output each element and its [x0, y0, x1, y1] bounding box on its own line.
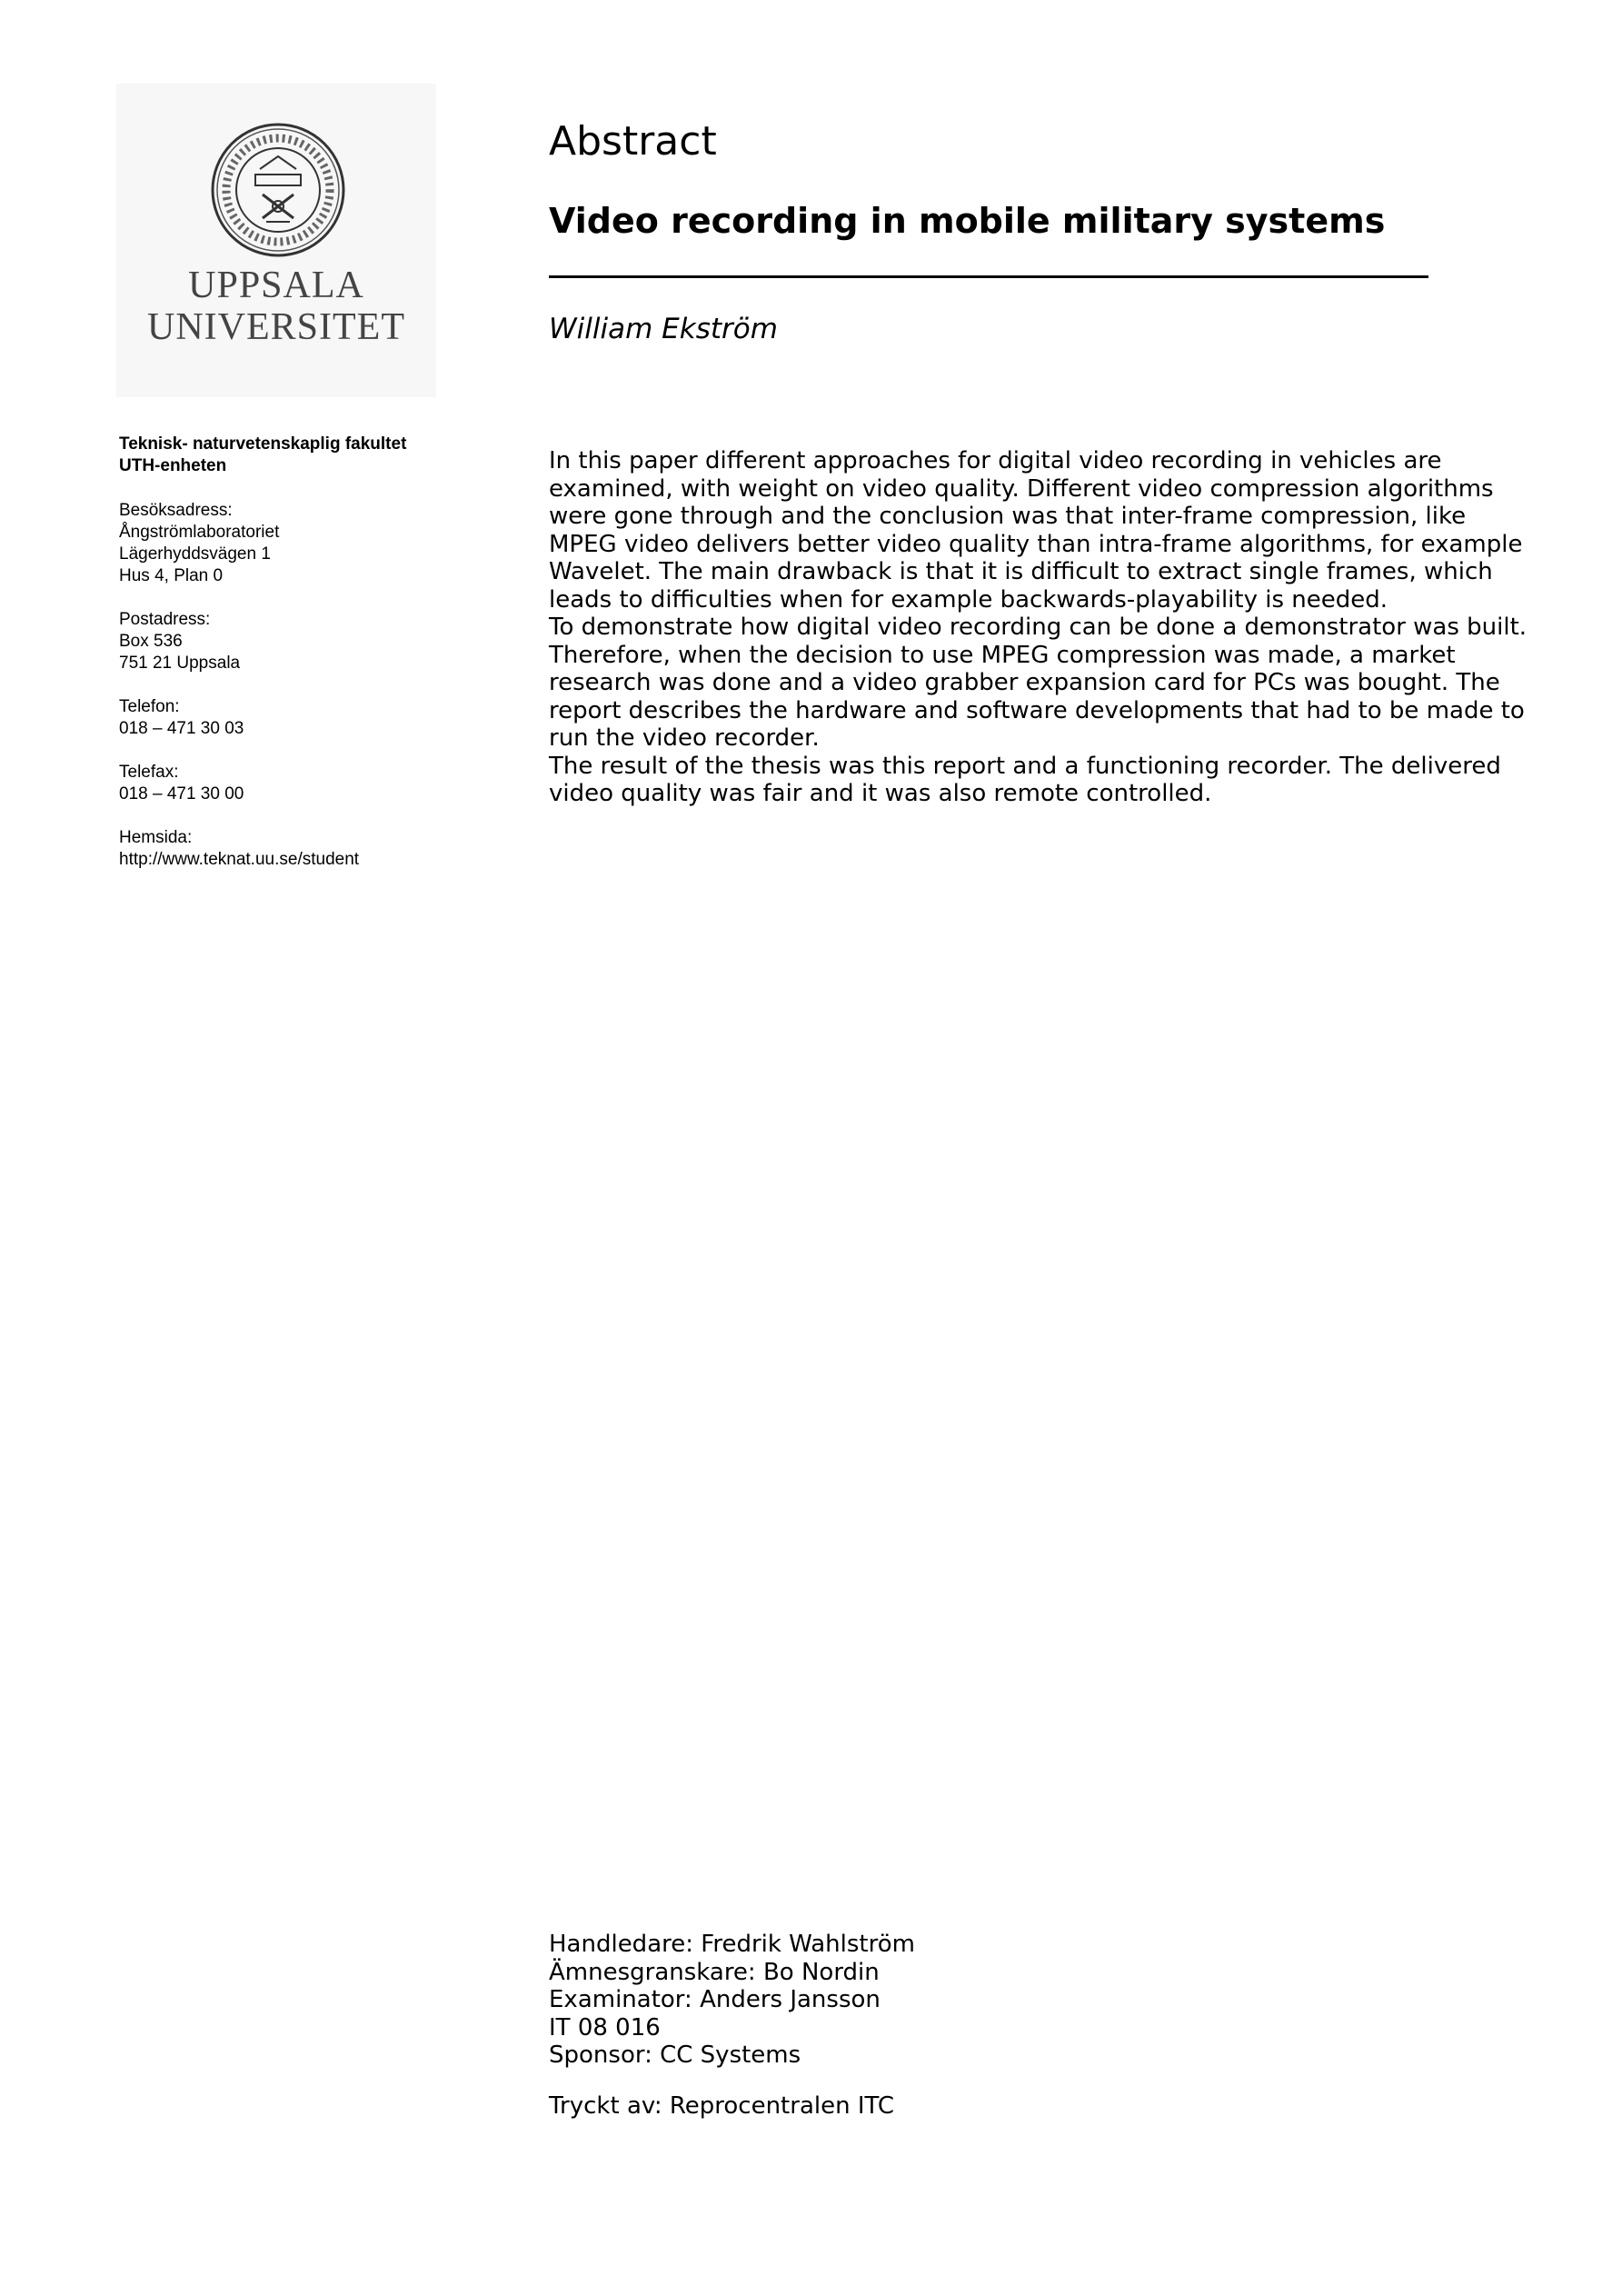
printed-by: Tryckt av: Reprocentralen ITC [549, 2092, 895, 2120]
postal-address-line: 751 21 Uppsala [119, 654, 241, 673]
title-divider [549, 275, 1428, 278]
logo-text-line1: UPPSALA [188, 265, 364, 306]
visit-address [119, 500, 483, 587]
thesis-title: Video recording in mobile military systems [549, 201, 1386, 241]
website-url: http://www.teknat.uu.se/student [119, 850, 360, 869]
phone-number: 018 – 471 30 03 [119, 719, 244, 738]
website [119, 827, 483, 871]
postal-address-line: Box 536 [119, 632, 183, 651]
visit-address-label: Besöksadress: [119, 501, 233, 520]
report-id: IT 08 016 [549, 2013, 661, 2041]
abstract-paragraph: To demonstrate how digital video recording can be done a demonstrator was built. Therefore, when the decision to use MPEG compression was made, a market research was done and a video grabber expansion card for PCs was bought. The report describes the hardware and software developments that had to be made to run the video recorder. [549, 614, 1527, 752]
abstract-body [549, 447, 1530, 808]
fax [119, 762, 483, 805]
fax-label: Telefax: [119, 763, 179, 782]
subject-reviewer: Ämnesgranskare: Bo Nordin [549, 1958, 880, 1986]
fax-number: 018 – 471 30 00 [119, 784, 244, 804]
website-label: Hemsida: [119, 828, 193, 847]
university-seal-icon [210, 122, 346, 258]
university-logo [116, 84, 436, 397]
supervisor: Handledare: Fredrik Wahlström [549, 1931, 915, 1958]
phone-label: Telefon: [119, 697, 180, 716]
visit-address-line: Ångströmlaboratoriet [119, 523, 280, 542]
postal-address [119, 609, 483, 674]
phone [119, 696, 483, 740]
faculty-block [119, 434, 483, 477]
examiner: Examinator: Anders Jansson [549, 1986, 881, 2013]
credits-block [549, 1931, 1367, 2070]
sponsor: Sponsor: CC Systems [549, 2041, 801, 2069]
visit-address-line: Hus 4, Plan 0 [119, 566, 224, 585]
visit-address-line: Lägerhyddsvägen 1 [119, 544, 271, 564]
abstract-paragraph: In this paper different approaches for digital video recording in vehicles are examined, with weight on video quality. Different video compression algorithms were gone through and the conclusion was that inter-frame compression, like MPEG video delivers better video quality than intra-frame algorithms, for example Wavelet. The main drawback is that it is difficult to extract single frames, which leads to difficulties when for example backwards-playability is needed. [549, 447, 1523, 614]
logo-text-line2: UNIVERSITET [147, 306, 405, 348]
page-heading: Abstract [549, 118, 717, 165]
postal-address-label: Postadress: [119, 610, 211, 629]
author-name: William Ekström [549, 313, 778, 345]
faculty-unit: UTH-enheten [119, 456, 227, 475]
contact-info [119, 500, 483, 893]
faculty-name: Teknisk- naturvetenskaplig fakultet [119, 434, 407, 454]
abstract-paragraph: The result of the thesis was this report and a functioning recorder. The delivered video quality was fair and it was also remote controlled. [549, 752, 1501, 807]
